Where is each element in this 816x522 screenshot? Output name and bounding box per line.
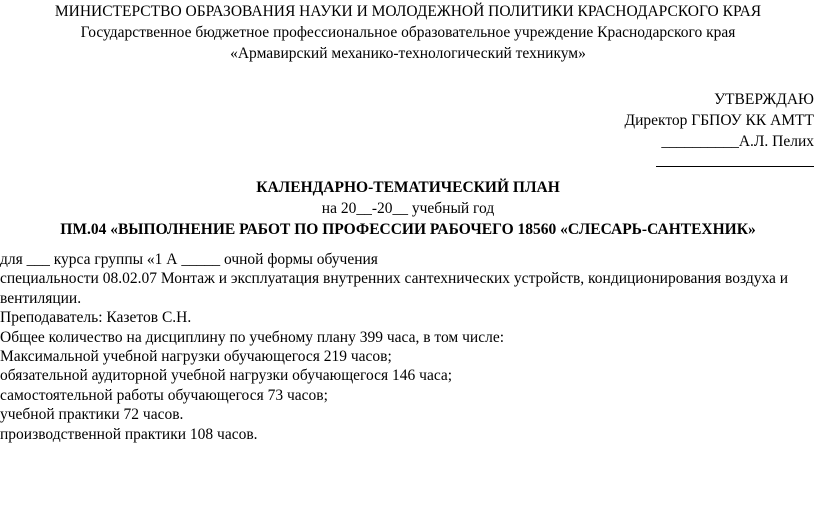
director-title: Директор ГБПОУ КК АМТТ: [624, 112, 814, 129]
total-hours-line: Общее количество на дисциплину по учебному плану 399 часа, в том числе:: [0, 328, 504, 346]
document-header: [0, 1, 816, 64]
plan-details: [0, 250, 814, 444]
institution-name: Государственное бюджетное профессиональное образовательное учреждение Краснодарского края: [80, 24, 736, 41]
plan-year: на 20__-20__ учебный год: [321, 200, 495, 217]
classroom-load-line: обязательной аудиторной учебной нагрузки обучающегося 146 часа;: [0, 367, 453, 385]
plan-module: ПМ.04 «ВЫПОЛНЕНИЕ РАБОТ ПО ПРОФЕССИИ РАБОЧЕГО 18560 «СЛЕСАРЬ-САНТЕХНИК»: [60, 221, 756, 238]
independent-work-line: самостоятельной работы обучающегося 73 часов;: [0, 386, 328, 404]
training-practice-line: учебной практики 72 часов.: [0, 406, 184, 424]
plan-title-block: [0, 177, 816, 240]
industrial-practice-line: производственной практики 108 часов.: [0, 425, 258, 443]
course-line: для ___ курса группы «1 А _____ очной формы обучения: [0, 251, 378, 268]
plan-title: КАЛЕНДАРНО-ТЕМАТИЧЕСКИЙ ПЛАН: [256, 179, 560, 196]
ministry-name: МИНИСТЕРСТВО ОБРАЗОВАНИЯ НАУКИ И МОЛОДЕЖНОЙ ПОЛИТИКИ КРАСНОДАРСКОГО КРАЯ: [54, 3, 762, 20]
specialty-line-1: специальности 08.02.07 Монтаж и эксплуатация внутренних сантехнических устройств, кондиционирования воздуха и: [0, 270, 789, 288]
approve-label: УТВЕРЖДАЮ: [714, 91, 814, 108]
college-name: «Армавирский механико-технологический техникум»: [230, 45, 586, 62]
signature-date-line: [656, 152, 814, 167]
approval-block: [625, 89, 814, 173]
max-load-line: Максимальной учебной нагрузки обучающегося 219 часов;: [0, 348, 392, 366]
specialty-line-2: вентиляции.: [0, 289, 82, 307]
teacher-line: Преподаватель: Казетов С.Н.: [0, 309, 192, 327]
director-signature: __________А.Л. Пелих: [661, 133, 814, 150]
